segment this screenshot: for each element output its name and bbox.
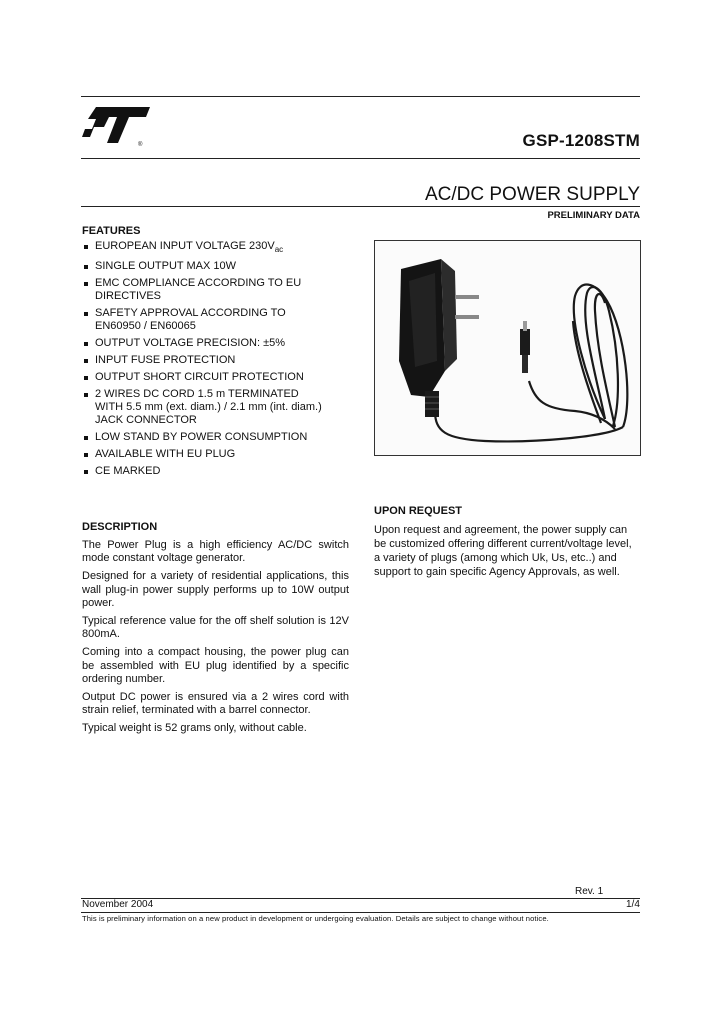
description-paragraph: Typical weight is 52 grams only, without cable. <box>82 722 307 735</box>
revision-label: Rev. 1 <box>575 886 604 897</box>
power-adapter-photo-icon <box>374 240 641 456</box>
footer-rule-2 <box>81 912 640 913</box>
list-item <box>82 240 372 256</box>
list-item <box>82 388 372 427</box>
upon-request-heading: UPON REQUEST <box>374 505 463 517</box>
feature-text: CE MARKED <box>95 465 161 478</box>
bullet-icon <box>84 342 88 346</box>
feature-text: 2 WIRES DC CORD 1.5 m TERMINATED WITH 5.5 mm (ext. diam.) / 2.1 mm (int. diam.) JACK CONNECTOR <box>95 388 322 427</box>
voltage-sub: ac <box>274 245 284 255</box>
feature-text: SINGLE OUTPUT MAX 10W <box>95 260 236 273</box>
trademark-mark: ® <box>138 142 143 148</box>
bullet-icon <box>84 312 88 316</box>
list-item <box>82 431 372 444</box>
description-paragraph: Coming into a compact housing, the power plug can be assembled with EU plug identified by a specific ordering number. <box>82 646 349 685</box>
upon-request-body: Upon request and agreement, the power supply can be customized offering different current/voltage level, a variety of plugs (among which Uk, Us, etc..) and support to gain specific Agency Approvals, as well. <box>374 524 632 578</box>
bullet-icon <box>84 470 88 474</box>
bullet-icon <box>84 453 88 457</box>
list-item <box>82 371 372 384</box>
feature-text: AVAILABLE WITH EU PLUG <box>95 448 236 461</box>
bullet-icon <box>84 265 88 269</box>
description-paragraph: Output DC power is ensured via a 2 wires cord with strain relief, terminated with a barrel connector. <box>82 691 349 717</box>
title-rule <box>81 158 640 159</box>
description-paragraph: Typical reference value for the off shelf solution is 12V 800mA. <box>82 615 349 641</box>
footer-date: November 2004 <box>82 899 154 910</box>
bullet-icon <box>84 393 88 397</box>
page-subtitle: AC/DC POWER SUPPLY <box>424 184 640 205</box>
top-rule <box>81 96 640 97</box>
description-heading: DESCRIPTION <box>82 521 158 533</box>
feature-text: SAFETY APPROVAL ACCORDING TO EN60950 / EN60065 <box>95 307 286 333</box>
st-logo-icon <box>82 105 152 145</box>
description-paragraph: The Power Plug is a high efficiency AC/DC switch mode constant voltage generator. <box>82 539 349 565</box>
footer-rule <box>81 898 640 899</box>
feature-text: OUTPUT SHORT CIRCUIT PROTECTION <box>95 371 304 384</box>
list-item <box>82 448 372 461</box>
list-item <box>82 465 372 478</box>
description-paragraph: Designed for a variety of residential applications, this wall plug-in power supply performs up to 10W output power. <box>82 570 349 609</box>
list-item <box>82 354 372 367</box>
bullet-icon <box>84 359 88 363</box>
bullet-icon <box>84 245 88 249</box>
features-heading: FEATURES <box>82 225 141 237</box>
feature-text: LOW STAND BY POWER CONSUMPTION <box>95 431 308 444</box>
subtitle-rule <box>81 206 640 207</box>
list-item <box>82 260 372 273</box>
feature-text: OUTPUT VOLTAGE PRECISION: ±5% <box>95 337 286 350</box>
list-item <box>82 277 372 303</box>
feature-text <box>95 240 284 255</box>
footer-note: This is preliminary information on a new product in development or undergoing evaluation. Details are subject to change without notice. <box>82 914 549 923</box>
page-number: 1/4 <box>626 899 640 910</box>
list-item <box>82 307 372 333</box>
feature-text: INPUT FUSE PROTECTION <box>95 354 236 367</box>
doc-title: GSP-1208STM <box>522 131 640 150</box>
features-list <box>82 240 372 482</box>
description-body <box>82 539 349 741</box>
list-item <box>82 337 372 350</box>
status-label: PRELIMINARY DATA <box>547 210 640 221</box>
bullet-icon <box>84 282 88 286</box>
bullet-icon <box>84 376 88 380</box>
feature-text: EMC COMPLIANCE ACCORDING TO EU DIRECTIVES <box>95 277 302 303</box>
bullet-icon <box>84 436 88 440</box>
voltage-text: EUROPEAN INPUT VOLTAGE 230V <box>95 240 275 252</box>
